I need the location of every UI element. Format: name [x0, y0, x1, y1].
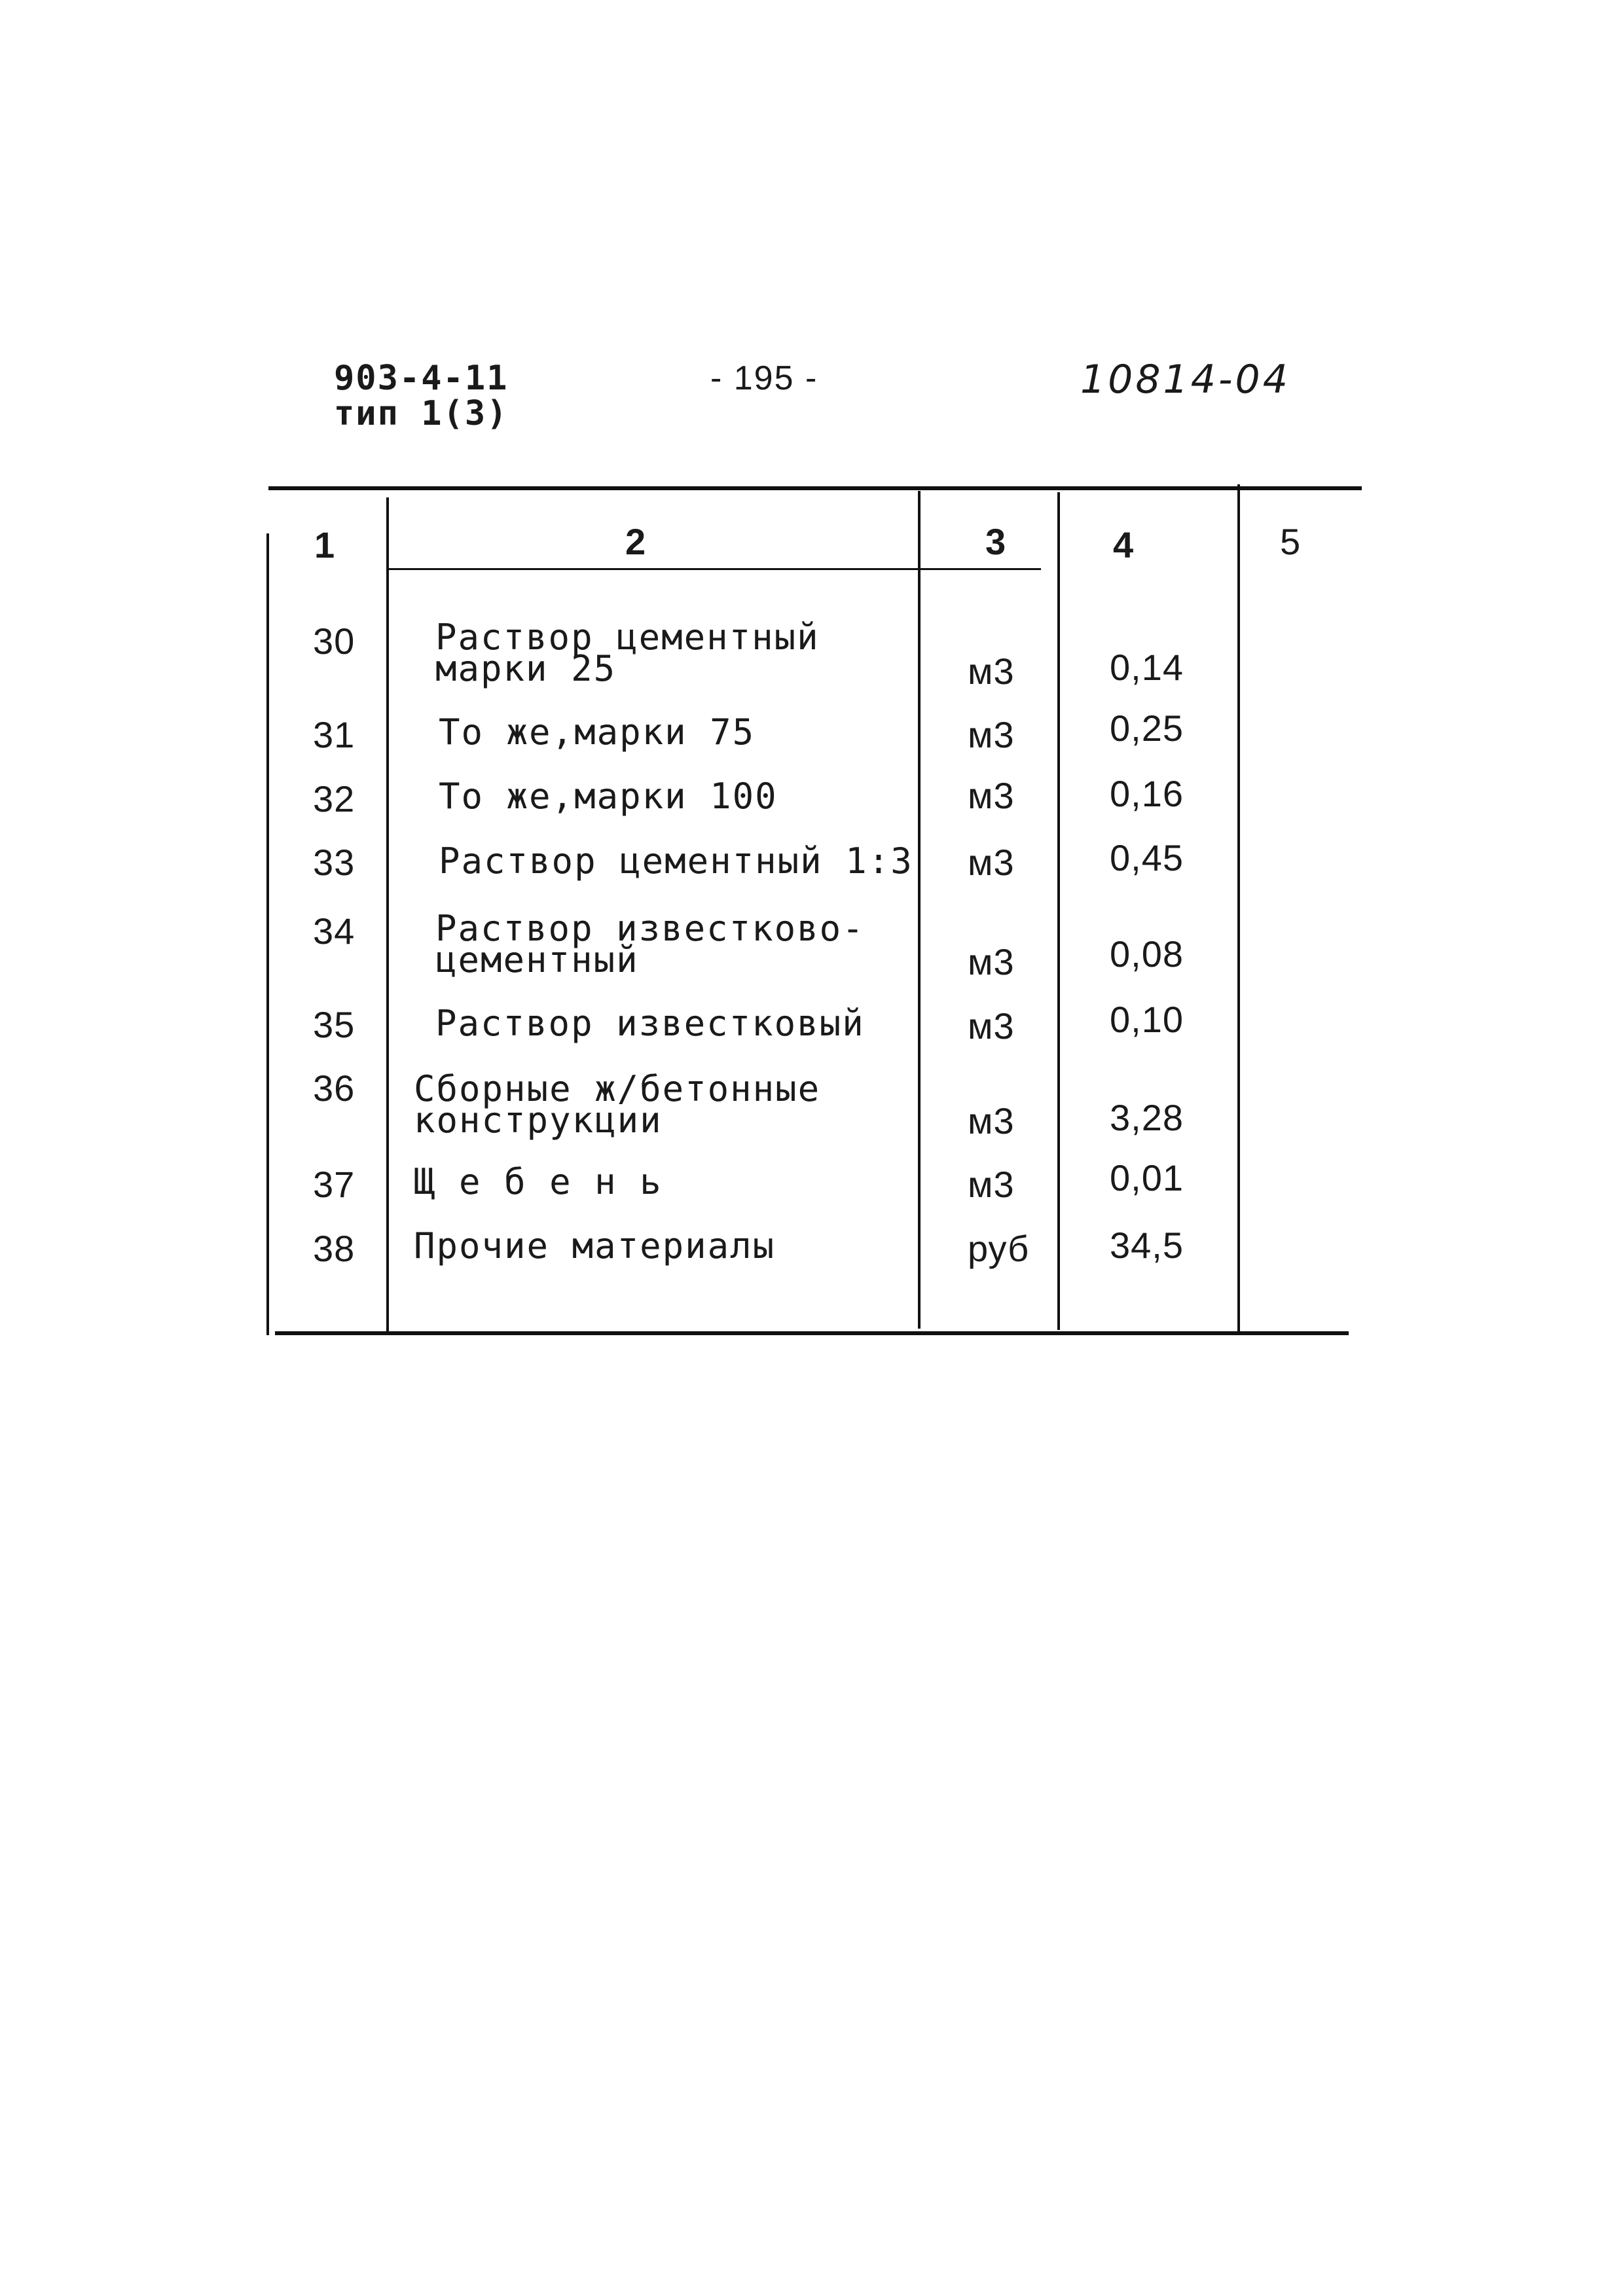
column-divider-4	[1237, 484, 1240, 1332]
material-name	[414, 1068, 821, 1141]
row-number: 36	[313, 1067, 356, 1109]
row-number: 34	[313, 910, 356, 952]
unit: м3	[968, 941, 1015, 982]
material-name-line-1: Раствор цементный	[435, 617, 820, 658]
material-name-line-1: Раствор известковый	[435, 1003, 865, 1044]
row-number: 30	[313, 620, 356, 662]
row-number: 35	[313, 1004, 356, 1045]
table-left-border	[266, 533, 269, 1335]
row-number: 32	[313, 778, 356, 819]
inventory-number: 10814-04	[1080, 357, 1290, 403]
material-name	[439, 776, 778, 817]
unit: м3	[968, 1100, 1015, 1141]
unit: руб	[968, 1228, 1030, 1269]
column-divider-2	[918, 491, 921, 1329]
document-type: тип 1(3)	[334, 394, 509, 433]
column-divider-1	[386, 497, 389, 1332]
quantity: 34,5	[1110, 1225, 1184, 1266]
material-name	[435, 908, 865, 980]
quantity: 3,28	[1110, 1097, 1184, 1138]
row-number: 33	[313, 842, 356, 883]
table-top-rule	[268, 486, 1362, 490]
material-name	[435, 1003, 865, 1044]
column-header-2: 2	[625, 521, 647, 562]
unit: м3	[968, 651, 1015, 692]
unit: м3	[968, 1005, 1015, 1047]
material-name	[414, 1161, 663, 1202]
page-number: - 195 -	[710, 359, 818, 397]
quantity: 0,01	[1110, 1157, 1184, 1198]
column-header-3: 3	[985, 521, 1007, 562]
material-name-line-2: конструкции	[414, 1100, 663, 1141]
quantity: 0,16	[1110, 773, 1184, 814]
quantity: 0,45	[1110, 837, 1184, 878]
material-name-line-1: Раствор цементный 1:3	[439, 840, 913, 882]
material-name-line-2: марки 25	[435, 648, 617, 689]
material-name-line-1: Прочие материалы	[414, 1225, 776, 1266]
row-number: 31	[313, 714, 356, 755]
column-header-5: 5	[1280, 521, 1302, 562]
material-name-line-1: Раствор известково-	[435, 908, 865, 949]
column-header-1: 1	[314, 524, 336, 565]
quantity: 0,08	[1110, 933, 1184, 975]
quantity: 0,25	[1110, 708, 1184, 749]
unit: м3	[968, 1164, 1015, 1205]
document-code: 903-4-11	[334, 359, 509, 398]
material-name	[414, 1225, 776, 1266]
column-header-4: 4	[1113, 524, 1135, 565]
material-name	[439, 840, 913, 882]
material-name	[439, 711, 756, 753]
quantity: 0,14	[1110, 647, 1184, 688]
quantity: 0,10	[1110, 999, 1184, 1040]
unit: м3	[968, 775, 1015, 816]
unit: м3	[968, 842, 1015, 883]
row-number: 38	[313, 1228, 356, 1269]
header-underline	[386, 568, 1041, 570]
column-divider-3	[1057, 492, 1060, 1330]
material-name-line-1: То же,марки 100	[439, 776, 778, 817]
row-number: 37	[313, 1164, 356, 1205]
material-name-line-2: цементный	[435, 939, 639, 980]
material-name-line-1: То же,марки 75	[439, 711, 756, 753]
unit: м3	[968, 714, 1015, 755]
material-name	[435, 617, 820, 689]
table-bottom-rule	[275, 1331, 1349, 1335]
material-name-line-1: Щ е б е н ь	[414, 1161, 663, 1202]
material-name-line-1: Сборные ж/бетонные	[414, 1068, 821, 1109]
